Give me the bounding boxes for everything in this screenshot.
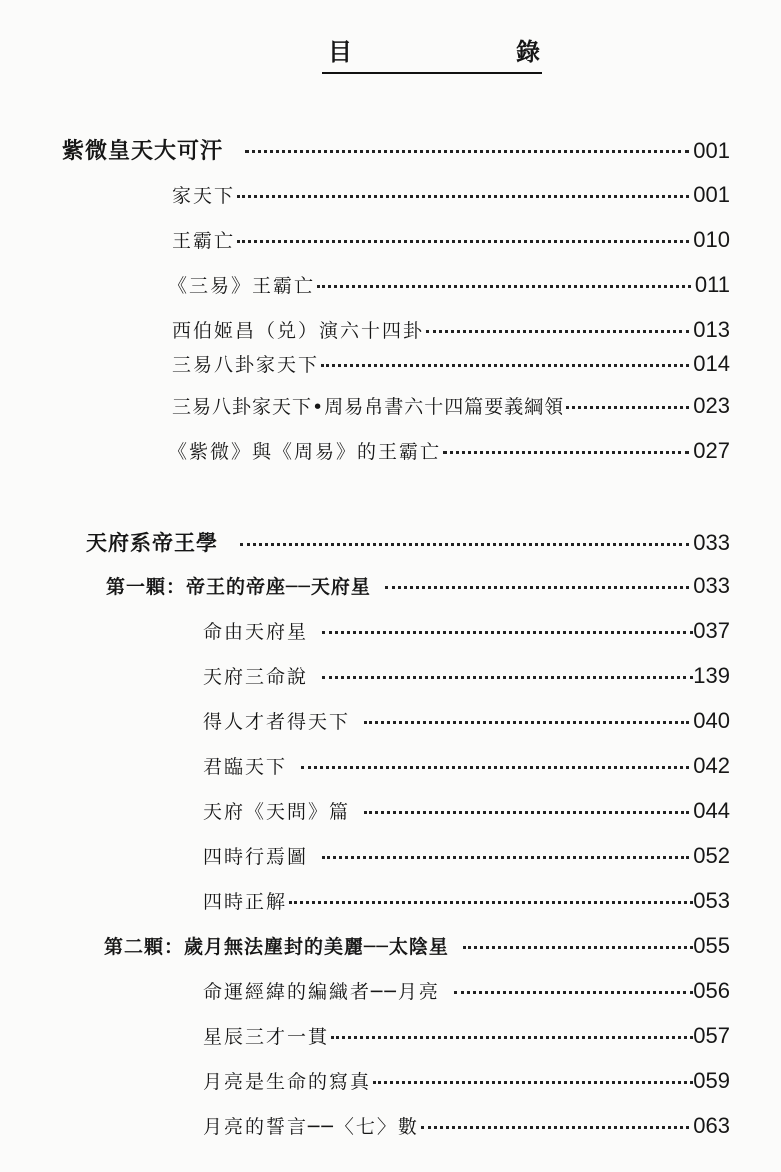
title-char-1: 目: [328, 37, 352, 66]
entry-page: 057: [693, 1023, 730, 1048]
entry-label: 命運經緯的編織者──月亮: [203, 981, 440, 1003]
dot-leader: [321, 364, 689, 367]
entry-label: 三易八卦家天下•周易帛書六十四篇要義綱領: [172, 396, 565, 418]
entry-label: 四時行焉圖: [203, 846, 309, 868]
toc-entry[interactable]: [203, 797, 730, 824]
toc-entry[interactable]: [172, 392, 730, 419]
dot-leader: [364, 721, 689, 724]
toc-entry[interactable]: [203, 707, 730, 734]
entry-label: 西伯姬昌（兑）演六十四卦: [172, 320, 425, 342]
toc-entry[interactable]: [172, 226, 730, 253]
entry-label: 《紫微》與《周易》的王霸亡: [168, 441, 442, 463]
entry-label: 命由天府星: [203, 621, 309, 643]
entry-label: 君臨天下: [203, 756, 288, 778]
entry-page: 053: [693, 888, 730, 913]
toc-section-heading[interactable]: [62, 134, 730, 165]
dot-leader: [289, 901, 693, 904]
entry-label: 天府《天問》篇: [203, 801, 351, 823]
dot-leader: [385, 586, 689, 589]
entry-page: 013: [693, 317, 730, 342]
entry-page: 023: [693, 393, 730, 418]
entry-label: 四時正解: [203, 891, 288, 913]
dot-leader: [426, 330, 689, 333]
entry-label: 月亮是生命的寫真: [203, 1071, 372, 1093]
entry-page: 010: [693, 227, 730, 252]
toc-entry[interactable]: [203, 1022, 730, 1049]
entry-page: 055: [693, 933, 730, 958]
entry-label: 《三易》王霸亡: [168, 275, 316, 297]
toc-entry[interactable]: [203, 1067, 730, 1094]
dot-leader: [237, 195, 689, 198]
dot-leader: [454, 991, 693, 994]
dot-leader: [421, 1126, 689, 1129]
entry-page: 063: [693, 1113, 730, 1138]
entry-label: 得人才者得天下: [203, 711, 351, 733]
dot-leader: [301, 766, 689, 769]
toc-group-heading[interactable]: [104, 932, 730, 959]
entry-label: 月亮的誓言──〈七〉數: [203, 1116, 419, 1138]
dot-leader: [317, 285, 691, 288]
dot-leader: [331, 1036, 693, 1039]
entry-label: 第二顆：歲月無法塵封的美麗──太陰星: [104, 936, 449, 958]
entry-label: 家天下: [172, 185, 236, 207]
entry-page: 033: [693, 573, 730, 598]
toc-entry[interactable]: [203, 842, 730, 869]
toc-section-heading[interactable]: [86, 527, 730, 557]
entry-page: 001: [693, 138, 730, 163]
entry-label: 星辰三才一貫: [203, 1026, 330, 1048]
entry-page: 042: [693, 753, 730, 778]
toc-title: [322, 36, 542, 74]
toc-entry[interactable]: [172, 181, 730, 208]
dot-leader: [322, 856, 689, 859]
dot-leader: [322, 631, 693, 634]
entry-page: 037: [693, 618, 730, 643]
entry-label: 紫微皇天大可汗: [62, 138, 224, 164]
entry-page: 040: [693, 708, 730, 733]
entry-page: 011: [694, 272, 730, 297]
toc-entry[interactable]: [172, 316, 730, 343]
entry-page: 027: [693, 438, 730, 463]
entry-label: 天府三命說: [203, 666, 309, 688]
dot-leader: [240, 543, 689, 546]
entry-page: 033: [693, 530, 730, 555]
dot-leader: [364, 811, 689, 814]
entry-page: 014: [693, 351, 730, 376]
entry-page: 059: [693, 1068, 730, 1093]
toc-entry[interactable]: [203, 887, 730, 914]
entry-page: 056: [693, 978, 730, 1003]
toc-entry[interactable]: [203, 1112, 730, 1139]
dot-leader: [443, 451, 689, 454]
toc-entry[interactable]: [172, 350, 730, 377]
entry-page: 001: [693, 182, 730, 207]
dot-leader: [245, 150, 689, 153]
dot-leader: [373, 1081, 693, 1084]
dot-leader: [237, 240, 689, 243]
entry-label: 三易八卦家天下: [172, 354, 320, 376]
entry-label: 第一顆：帝王的帝座──天府星: [106, 576, 371, 598]
entry-page: 139: [693, 663, 730, 688]
toc-entry[interactable]: [203, 617, 730, 644]
entry-page: 044: [693, 798, 730, 823]
dot-leader: [566, 406, 689, 409]
title-char-2: 錄: [516, 37, 540, 66]
toc-group-heading[interactable]: [106, 572, 730, 599]
toc-entry[interactable]: [168, 437, 730, 464]
dot-leader: [463, 946, 693, 949]
entry-page: 052: [693, 843, 730, 868]
toc-entry[interactable]: [203, 752, 730, 779]
entry-label: 天府系帝王學: [86, 530, 218, 555]
entry-label: 王霸亡: [172, 230, 236, 252]
toc-entry[interactable]: [168, 271, 730, 298]
toc-entry[interactable]: [203, 662, 730, 689]
toc-entry[interactable]: [203, 977, 730, 1004]
dot-leader: [322, 676, 693, 679]
